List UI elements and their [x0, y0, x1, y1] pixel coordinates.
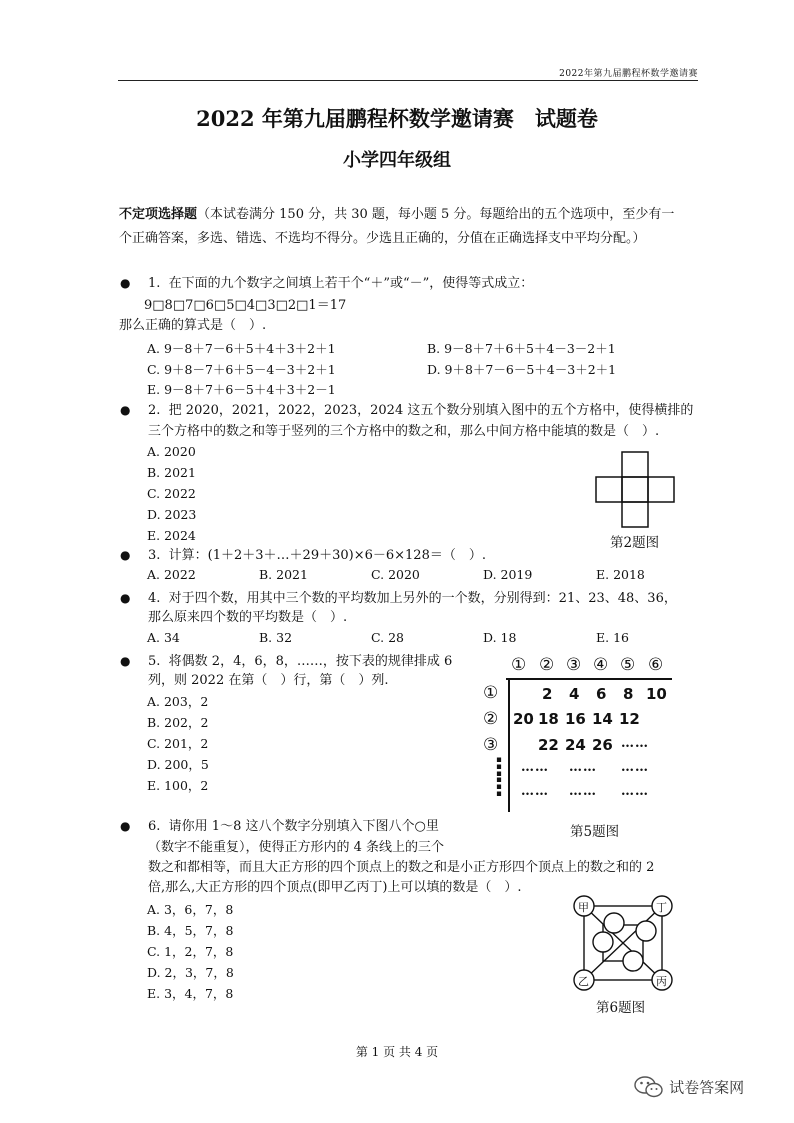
q4-option-a: A. 34 — [147, 630, 180, 645]
q4-option-d: D. 18 — [483, 630, 517, 645]
q5-row-header: ③ — [483, 735, 499, 755]
q5-cell: 8 — [623, 685, 634, 703]
q2-option-a: A. 2020 — [147, 444, 196, 459]
q6-line3: 数之和都相等，而且大正方形的四个顶点上的数之和是小正方形四个顶点上的数之和的 2 — [148, 860, 655, 875]
q2-square-top — [622, 452, 648, 477]
q5-col-header: ② — [539, 655, 555, 675]
bullet: ● — [120, 548, 131, 562]
q1-option-c: C. 9＋8－7＋6＋5－4－3＋2＋1 — [147, 362, 336, 377]
q5-option-c: C. 201，2 — [147, 736, 209, 751]
q5-number: 5. — [148, 654, 161, 669]
q6-inner-circle — [636, 921, 656, 941]
watermark-text: 试卷答案网 — [669, 1078, 745, 1097]
page-subtitle: 小学四年级组 — [343, 150, 451, 171]
q5-col-header: ⑥ — [648, 655, 664, 675]
bullet: ● — [120, 276, 131, 290]
q1-option-e: E. 9－8＋7＋6－5＋4＋3＋2－1 — [147, 382, 336, 397]
q5-row-vdots: ⋮ — [487, 773, 511, 801]
q3-text: 计算：(1＋2＋3＋…＋29＋30)×6－6×128＝（ ）. — [168, 548, 486, 563]
q5-cell: 24 — [565, 736, 586, 754]
q5-cell: 18 — [538, 710, 559, 728]
bullet: ● — [120, 591, 131, 605]
q4-line1 — [148, 588, 677, 609]
q6-option-c: C. 1，2，7，8 — [147, 944, 234, 959]
q5-figure-caption: 第5题图 — [570, 824, 620, 840]
q2-option-b: B. 2021 — [147, 465, 196, 480]
q6-label-bing: 丙 — [656, 975, 667, 988]
bullet: ● — [120, 654, 131, 668]
q5-row-vdots: ⋮ — [487, 753, 511, 781]
watermark — [634, 1075, 744, 1099]
q5-col-header: ③ — [566, 655, 582, 675]
q2-option-d: D. 2023 — [147, 507, 197, 522]
q6-option-e: E. 3，4，7，8 — [147, 986, 234, 1001]
q3-option-c: C. 2020 — [371, 567, 420, 582]
q4-text1: 对于四个数，用其中三个数的平均数加上另外的一个数，分别得到：21、23、48、36， — [168, 591, 677, 606]
q2-figure-caption: 第2题图 — [610, 535, 660, 551]
wechat-icon — [634, 1075, 664, 1099]
q5-cell: 6 — [596, 685, 607, 703]
q5-line1 — [148, 651, 452, 672]
running-header: 2022年第九届鹏程杯数学邀请赛 — [559, 69, 698, 79]
q5-cell: 20 — [513, 710, 534, 728]
q1-equation: 9□8□7□6□5□4□3□2□1＝17 — [144, 298, 347, 313]
section-label: 不定项选择题 — [119, 207, 198, 222]
q6-inner-circle — [604, 913, 624, 933]
q5-cell-dots: …… — [621, 784, 649, 799]
q4-option-b: B. 32 — [259, 630, 293, 645]
q2-text1: 把 2020，2021，2022，2023，2024 这五个数分别填入图中的五个方格中，使得横排的 — [168, 403, 694, 418]
q2-square-center — [622, 477, 648, 502]
q2-cross-figure — [592, 450, 682, 530]
q6-label-ding: 丁 — [656, 901, 667, 914]
q5-cell-dots: …… — [521, 784, 549, 799]
q1-option-b: B. 9－8＋7＋6＋5＋4－3－2＋1 — [427, 341, 616, 356]
q6-text1: 请你用 1～8 这八个数字分别填入下图八个○里 — [168, 819, 439, 834]
q5-col-header: ① — [511, 655, 527, 675]
q6-label-jia: 甲 — [578, 901, 589, 914]
instructions-line2: 个正确答案，多选、错选、不选均不得分。少选且正确的，分值在正确选择支中平均分配。） — [119, 231, 646, 246]
q2-number: 2. — [148, 403, 161, 418]
q5-cell: 2 — [542, 685, 553, 703]
q5-text1: 将偶数 2，4，6，8，……，按下表的规律排成 6 — [168, 654, 453, 669]
q3-stem — [148, 545, 486, 566]
q4-number: 4. — [148, 591, 161, 606]
q5-cell: 12 — [619, 710, 640, 728]
q1-option-a: A. 9－8＋7－6＋5＋4＋3＋2＋1 — [147, 341, 336, 356]
q6-inner-circle — [623, 951, 643, 971]
q2-square-bottom — [622, 502, 648, 527]
q2-line1 — [148, 400, 693, 421]
q5-cell: 10 — [646, 685, 667, 703]
q1-prompt: 那么正确的算式是（ ）. — [119, 318, 267, 333]
q5-row-header: ② — [483, 709, 499, 729]
q1-stem — [148, 273, 533, 294]
q2-option-c: C. 2022 — [147, 486, 196, 501]
q5-cell: …… — [621, 736, 649, 751]
q4-option-e: E. 16 — [596, 630, 629, 645]
q2-square-left — [596, 477, 622, 502]
q5-cell-dots: …… — [569, 760, 597, 775]
q6-line1 — [148, 816, 439, 837]
q5-cell: 14 — [592, 710, 613, 728]
q6-label-yi: 乙 — [578, 975, 589, 988]
q5-cell: 16 — [565, 710, 586, 728]
page-footer: 第 1 页 共 4 页 — [355, 1045, 439, 1059]
q3-option-e: E. 2018 — [596, 567, 645, 582]
q4-line2: 那么原来四个数的平均数是（ ）. — [148, 610, 348, 625]
q1-text: 在下面的九个数字之间填上若干个“＋”或“－”，使得等式成立： — [168, 276, 534, 291]
q6-option-d: D. 2，3，7，8 — [147, 965, 234, 980]
q3-number: 3. — [148, 548, 161, 563]
q2-option-e: E. 2024 — [147, 528, 196, 543]
q3-option-d: D. 2019 — [483, 567, 533, 582]
q5-option-a: A. 203，2 — [147, 694, 209, 709]
q5-row-header: ① — [483, 683, 499, 703]
q5-cell-dots: …… — [621, 760, 649, 775]
page-title: 2022 年第九届鹏程杯数学邀请赛 试题卷 — [196, 106, 598, 131]
q2-square-right — [648, 477, 674, 502]
q5-cell-dots: …… — [521, 760, 549, 775]
instructions-text1: （本试卷满分 150 分，共 30 题，每小题 5 分。每题给出的五个选项中，至少有一 — [197, 207, 675, 222]
q6-line4: 倍,那么,大正方形的四个顶点(即甲乙丙丁)上可以填的数是（ ）. — [148, 880, 522, 895]
q5-cell: 26 — [592, 736, 613, 754]
q6-figure-caption: 第6题图 — [596, 1000, 646, 1016]
q5-option-e: E. 100，2 — [147, 778, 209, 793]
bullet: ● — [120, 819, 131, 833]
q5-option-b: B. 202，2 — [147, 715, 209, 730]
q6-inner-circle — [593, 932, 613, 952]
q5-line2: 列，则 2022 在第（ ）行，第（ ）列. — [148, 673, 389, 688]
q2-line2: 三个方格中的数之和等于竖列的三个方格中的数之和，那么中间方格中能填的数是（ ）. — [148, 424, 660, 439]
q5-col-header: ⑤ — [620, 655, 636, 675]
q3-option-a: A. 2022 — [147, 567, 196, 582]
q1-option-d: D. 9＋8＋7－6－5＋4－3＋2＋1 — [427, 362, 617, 377]
q6-number: 6. — [148, 819, 161, 834]
q6-option-b: B. 4，5，7，8 — [147, 923, 234, 938]
q1-number: 1. — [148, 276, 161, 291]
instructions-line1 — [119, 204, 674, 225]
q5-cell: 4 — [569, 685, 580, 703]
bullet: ● — [120, 403, 131, 417]
q4-option-c: C. 28 — [371, 630, 404, 645]
header-rule — [118, 80, 698, 81]
q6-line2: （数字不能重复），使得正方形内的 4 条线上的三个 — [148, 840, 445, 855]
q3-option-b: B. 2021 — [259, 567, 308, 582]
q5-cell: 22 — [538, 736, 559, 754]
q5-table-hline — [506, 678, 672, 680]
q5-col-header: ④ — [593, 655, 609, 675]
q6-option-a: A. 3，6，7，8 — [147, 902, 234, 917]
q5-option-d: D. 200，5 — [147, 757, 209, 772]
q5-cell-dots: …… — [569, 784, 597, 799]
